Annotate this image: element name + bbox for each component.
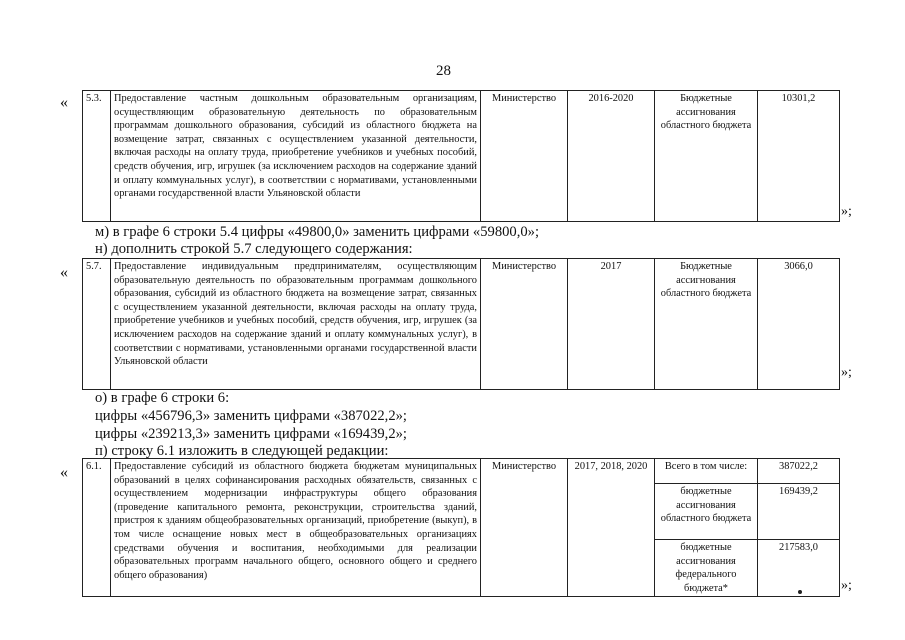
close-quote-5-3: »; [841, 204, 852, 219]
row-amount: 3066,0 [758, 259, 840, 390]
row-amount-federal: 217583,0 [758, 540, 840, 597]
row-source: Бюджетные ассигнования областного бюджета [655, 91, 758, 222]
table-row-5-3 [82, 90, 840, 222]
instruction-m: м) в графе 6 строки 5.4 цифры «49800,0» заменить цифрами «59800,0»; [95, 224, 540, 240]
row-number: 5.3. [83, 91, 111, 222]
close-quote-6-1: »; [841, 578, 852, 593]
row-source-regional: бюджетные ассигнования областного бюджета [655, 484, 758, 540]
scan-speck [798, 590, 802, 594]
open-quote-5-7: « [60, 264, 68, 281]
instruction-o-1: цифры «456796,3» заменить цифрами «387022,2»; [95, 408, 407, 424]
row-executor: Министерство [481, 91, 568, 222]
open-quote-5-3: « [60, 94, 68, 111]
row-amount-regional: 169439,2 [758, 484, 840, 540]
instruction-n: н) дополнить строкой 5.7 следующего содержания: [95, 241, 413, 257]
row-executor: Министерство [481, 459, 568, 597]
instruction-p: п) строку 6.1 изложить в следующей редакции: [95, 443, 389, 459]
row-amount: 10301,2 [758, 91, 840, 222]
table-row-5-7 [82, 258, 840, 390]
row-years: 2017, 2018, 2020 [568, 459, 655, 597]
instruction-o: о) в графе 6 строки 6: [95, 390, 230, 406]
row-description: Предоставление субсидий из областного бюджета бюджетам муниципальных образований в целях софинансирования расходных обязательств, связанных с осуществлением модернизации инфраструктуры общего образования (проведение капитального ремонта, реконструкции, строительства зданий, пристроя к зданиям общеобразовательных организаций, приобретение (выкуп), в том числе оснащение новых мест в общеобразовательных организациях средствами обучения и воспитания, необходимыми для реализации образовательных программ начального общего, основного общего и среднего общего образования) [111, 459, 481, 597]
table-row-6-1 [82, 458, 840, 597]
open-quote-6-1: « [60, 464, 68, 481]
row-executor: Министерство [481, 259, 568, 390]
row-years: 2016-2020 [568, 91, 655, 222]
row-number: 5.7. [83, 259, 111, 390]
close-quote-5-7: »; [841, 365, 852, 380]
page-number: 28 [436, 63, 451, 79]
row-description: Предоставление частным дошкольным образовательным организациям, осуществляющим образовательную деятельность по образовательным программам дошкольного образования, субсидий из областного бюджета на возмещение затрат, связанных с осуществлением указанной деятельности, включая расходы на оплату труда, приобретение учебников и учебных пособий, средств обучения, игр, игрушек (за исключением расходов на содержание зданий и оплату коммунальных услуг), в соответствии с нормативами, установленными органами государственной власти Ульяновской области [111, 91, 481, 222]
row-source-federal: бюджетные ассигнования федерального бюджета* [655, 540, 758, 597]
row-amount-total: 387022,2 [758, 459, 840, 484]
row-years: 2017 [568, 259, 655, 390]
row-source: Бюджетные ассигнования областного бюджета [655, 259, 758, 390]
instruction-o-2: цифры «239213,3» заменить цифрами «169439,2»; [95, 426, 407, 442]
row-number: 6.1. [83, 459, 111, 597]
row-source-total: Всего в том числе: [655, 459, 758, 484]
row-description: Предоставление индивидуальным предпринимателям, осуществляющим образовательную деятельность по образовательным программам дошкольного образования, субсидий из областного бюджета на возмещение затрат, связанных с осуществлением указанной деятельности, включая расходы на оплату труда, приобретение учебников и учебных пособий, средств обучения, игр, игрушек (за исключением расходов на содержание зданий и оплату коммунальных услуг), в соответствии с нормативами, установленными органами государственной власти Ульяновской области [111, 259, 481, 390]
